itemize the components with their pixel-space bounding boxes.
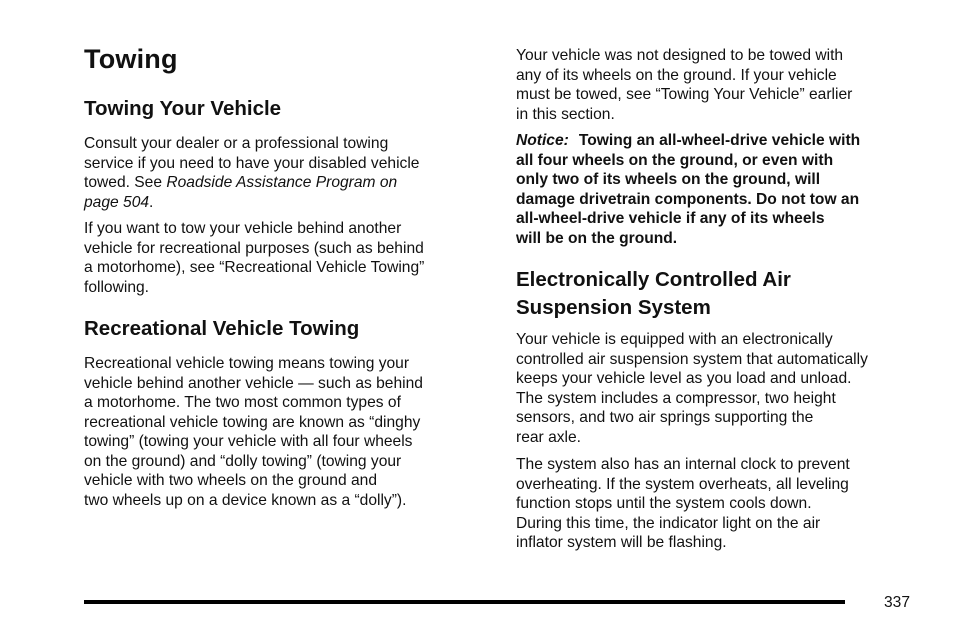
section-heading-air-suspension: Electronically Controlled Air Suspension System — [516, 268, 791, 319]
notice-text: Towing an all-wheel-drive vehicle with all four wheels on the ground, or even with only two of its wheels on the ground, will damage drivetrain components. Do not tow an all-wheel-drive vehicle if any of its wheels will be on the ground. — [516, 132, 861, 247]
not-designed-paragraph: Your vehicle was not designed to be towed with any of its wheels on the ground. If your vehicle must be towed, see “Towing Your Vehicle” earlier in this section. — [516, 47, 853, 123]
paragraph-period: . — [149, 193, 154, 211]
air-suspension-paragraph-2: The system also has an internal clock to prevent overheating. If the system overheats, all leveling function stops until the system cools down. During this time, the indicator light on the air inflator system will be flashing. — [516, 456, 850, 551]
towing-your-vehicle-paragraph-2: If you want to tow your vehicle behind another vehicle for recreational purposes (such as behind a motorhome), see “Recreational Vehicle Towing” following. — [84, 220, 425, 296]
footer-rule — [84, 600, 845, 604]
page-number: 337 — [884, 594, 911, 611]
section-heading-recreational-vehicle-towing: Recreational Vehicle Towing — [84, 317, 360, 340]
recreational-towing-paragraph: Recreational vehicle towing means towing your vehicle behind another vehicle — such as behind a motorhome. The two most common types of recreational vehicle towing are known as “dinghy towing” (towing your vehicle with all four wheels on the ground) and “dolly towing” (towing your vehicle with two wheels on the ground and two wheels up on a device known as a “dolly”). — [84, 355, 423, 509]
towing-your-vehicle-paragraph-1 — [84, 134, 419, 212]
cross-reference-link[interactable]: Roadside Assistance Program on page 504 — [84, 174, 398, 211]
page-title: Towing — [84, 44, 178, 74]
notice-block — [516, 131, 860, 248]
notice-label: Notice: — [516, 132, 569, 149]
air-suspension-paragraph-1: Your vehicle is equipped with an electronically controlled air suspension system that automatically keeps your vehicle level as you load and unload. The system includes a compressor, two height sensors, and two air springs supporting the rear axle. — [516, 331, 868, 446]
section-heading-towing-your-vehicle: Towing Your Vehicle — [84, 97, 282, 120]
paragraph-text: Consult your dealer or a professional towing service if you need to have your disabled vehicle towed. See — [84, 135, 420, 191]
